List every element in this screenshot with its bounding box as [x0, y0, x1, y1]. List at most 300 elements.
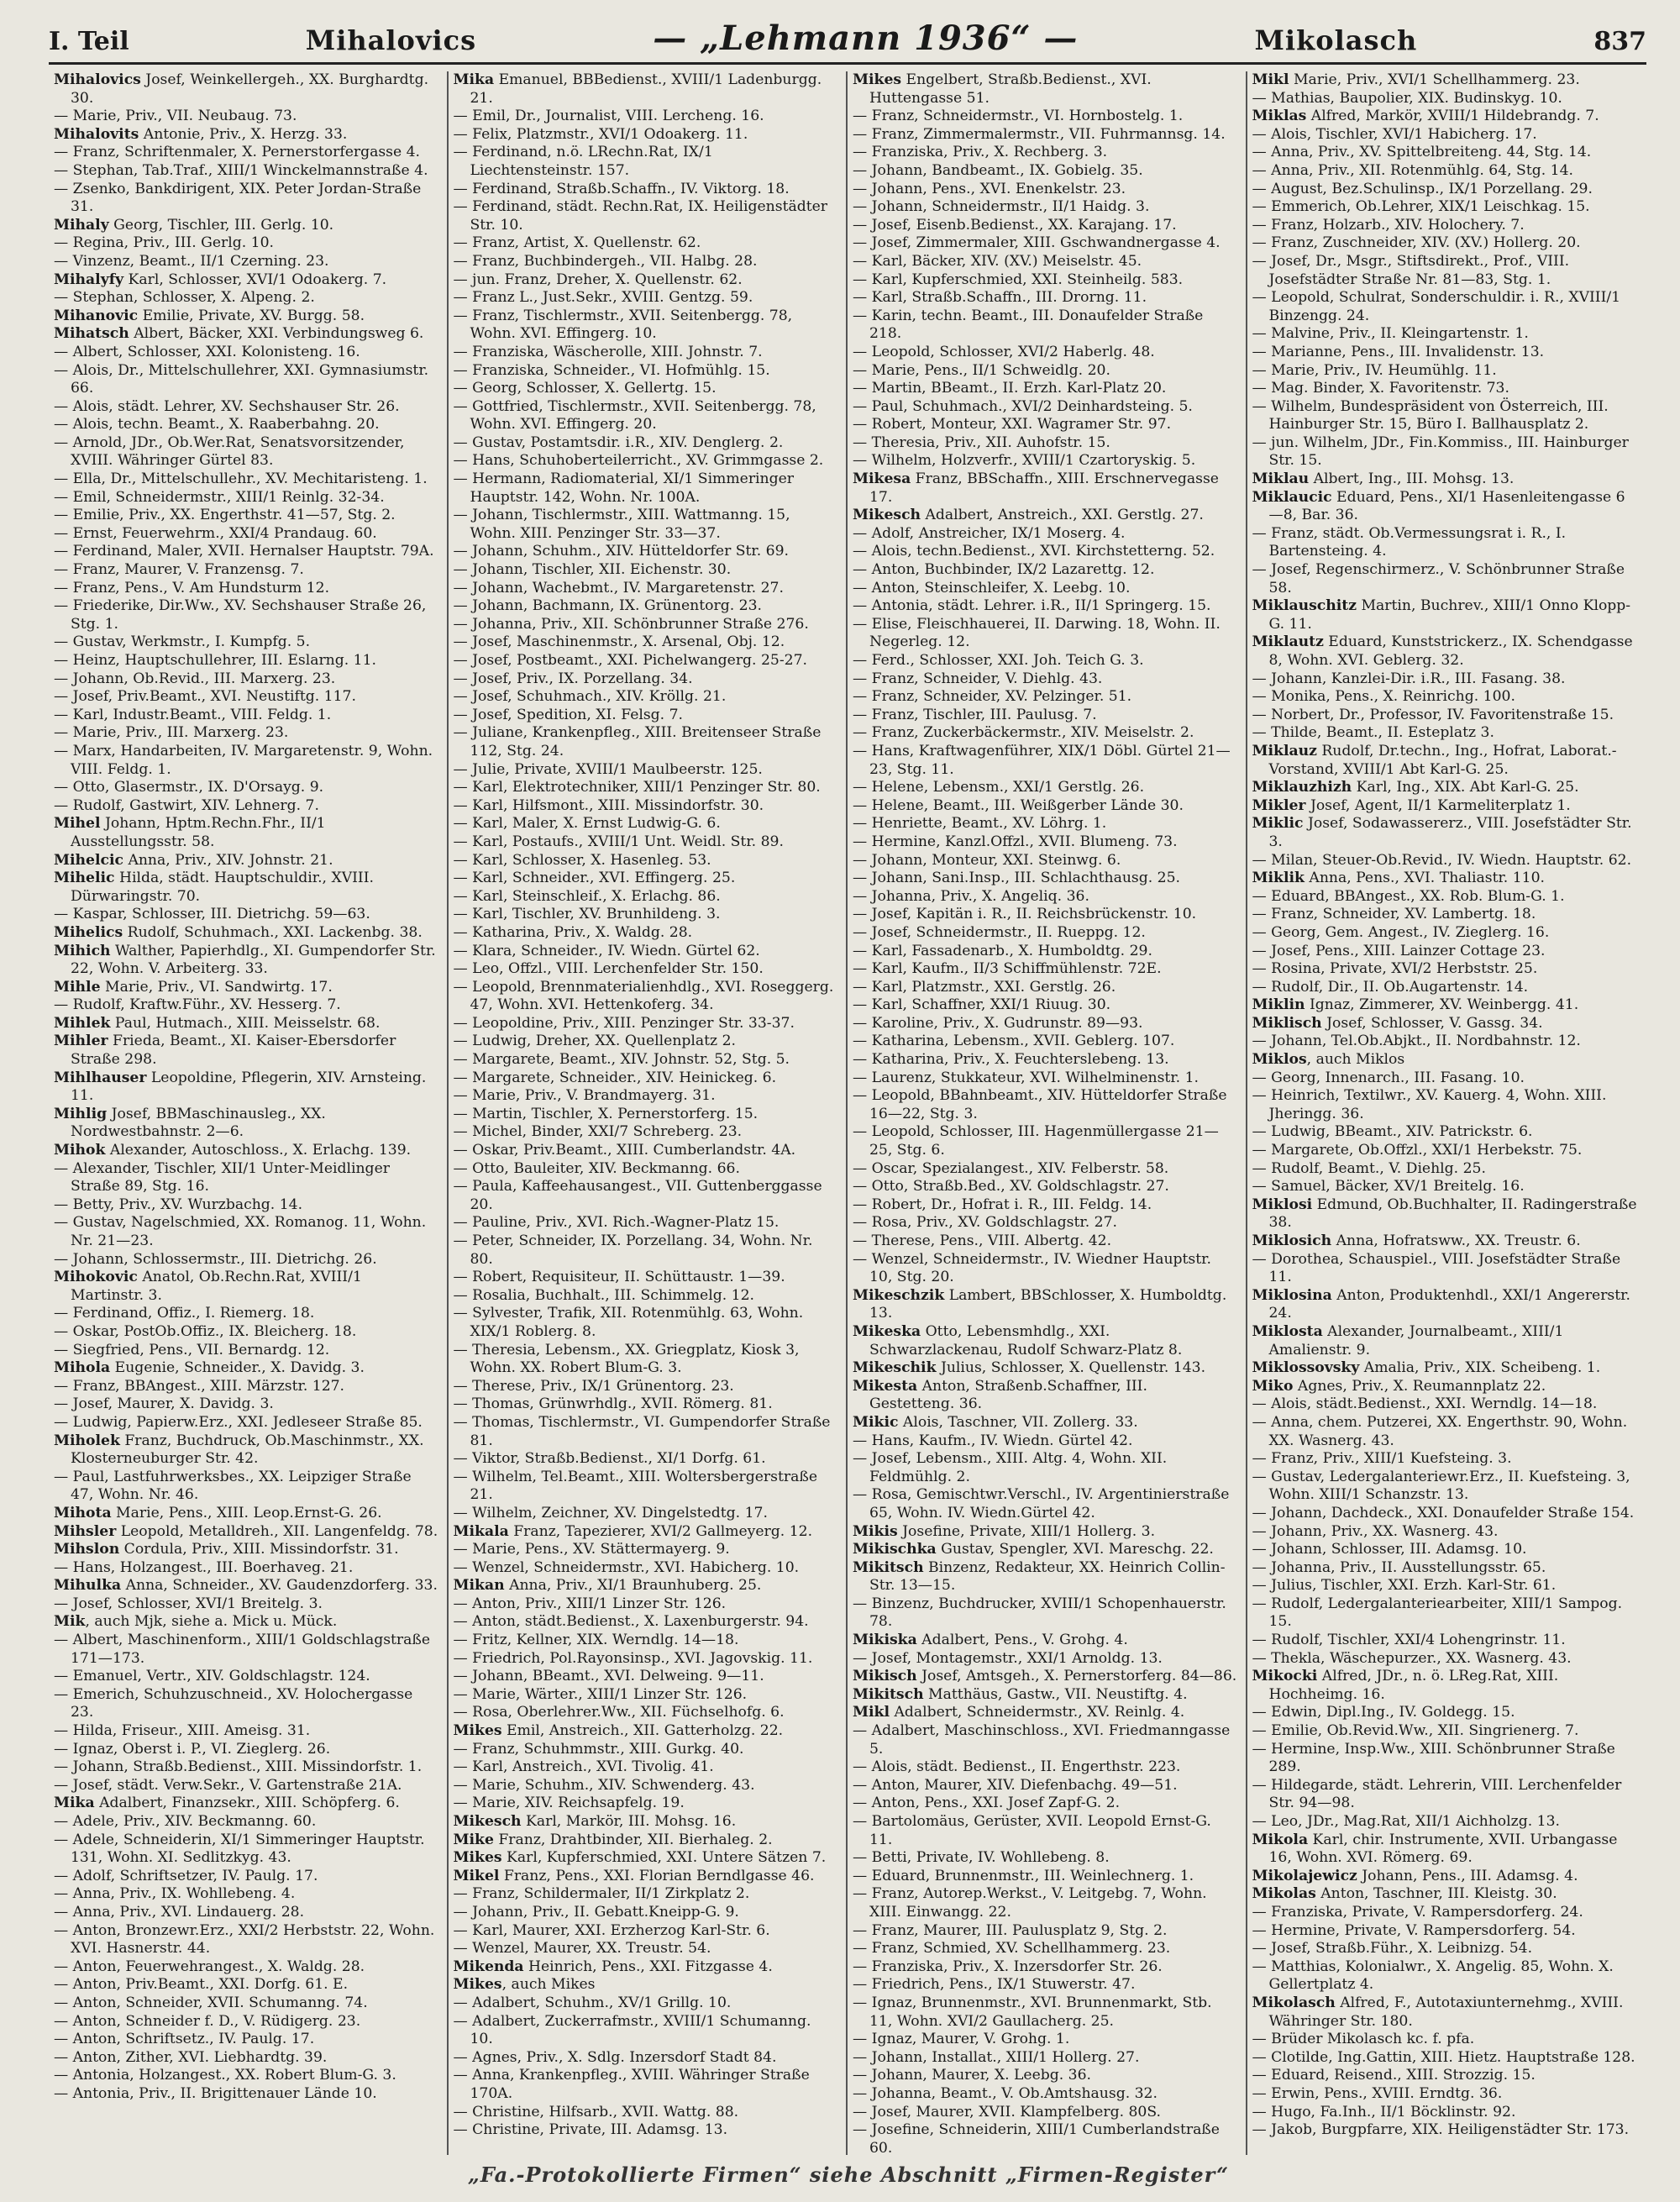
directory-entry	[853, 1976, 1237, 1994]
family-name: Miklosta	[1252, 1322, 1323, 1340]
directory-entry	[454, 1849, 838, 1868]
entry-text: — Felix, Platzmstr., XVI/1 Odoakerg. 11.	[453, 125, 748, 143]
directory-entry	[454, 380, 838, 398]
entry-text: — Wilhelm, Tel.Beamt., XIII. Woltersbergerstraße 21.	[453, 1468, 817, 1504]
directory-entry	[1252, 1940, 1639, 1958]
entry-text: — Franz, Autorep.Werkst., V. Leitgebg. 7, Wohn. XIII. Einwangg. 22.	[853, 1885, 1207, 1921]
entry-text: — Zsenko, Bankdirigent, XIX. Peter Jordan-Straße 31.	[54, 180, 422, 216]
directory-entry	[853, 1051, 1237, 1069]
directory-entry	[853, 707, 1237, 725]
directory-entry	[853, 743, 1237, 779]
entry-text: — Robert, Requisiteur, II. Schüttaustr. 1—39.	[453, 1269, 785, 1286]
directory-entry	[454, 597, 838, 616]
entry-text: — Therese, Pens., VIII. Albertg. 42.	[853, 1232, 1112, 1249]
directory-entry	[1252, 362, 1639, 381]
directory-entry	[853, 852, 1237, 870]
entry-text: — Franz, Pens., V. Am Hundsturm 12.	[54, 579, 330, 596]
entry-text: — Marie, XIV. Reichsapfelg. 19.	[453, 1795, 685, 1812]
entry-text: , auch Mjk, siehe a. Mick u. Mück.	[85, 1613, 338, 1631]
directory-entry	[1252, 852, 1639, 870]
entry-text: — Johanna, Beamt., V. Ob.Amtshausg. 32.	[853, 2084, 1158, 2102]
entry-text: — Josef, Spedition, XI. Felsg. 7.	[453, 706, 684, 723]
entry-text: — Friedrich, Pens., IX/1 Stuwerstr. 47.	[853, 1976, 1136, 1994]
directory-entry	[54, 1668, 438, 1686]
directory-entry	[54, 126, 438, 145]
entry-text: — Juliane, Krankenpfleg., XIII. Breitenseer Straße 112, Stg. 24.	[453, 724, 822, 759]
entry-text: — Marie, Wärter., XIII/1 Linzer Str. 126.	[453, 1685, 748, 1703]
entry-text: — Otto, Bauleiter, XIV. Beckmanng. 66.	[453, 1159, 740, 1177]
directory-entry	[454, 1777, 838, 1795]
entry-text: — Ludwig, BBeamt., XIV. Patrickstr. 6.	[1252, 1123, 1533, 1141]
entry-text: — Ferdinand, städt. Rechn.Rat, IX. Heiligenstädter Str. 10.	[453, 198, 828, 234]
directory-entry	[853, 779, 1237, 797]
entry-text: — Leopold, Schlosser, XVI/2 Haberlg. 48.	[853, 343, 1155, 360]
directory-entry	[853, 307, 1237, 344]
directory-entry	[1252, 688, 1639, 707]
family-name: Mikes	[453, 1976, 502, 1994]
entry-text: — Karl, Hilfsmont., XIII. Missindorfstr. 30.	[453, 796, 764, 814]
directory-entry	[454, 1523, 838, 1542]
entry-text: — Franz, Artist, X. Quellenstr. 62.	[453, 234, 701, 252]
entry-text: Alois, Taschner, VII. Zollerg. 33.	[898, 1413, 1138, 1431]
entry-text: — Adele, Priv., XIV. Beckmanng. 60.	[54, 1813, 317, 1830]
directory-entry	[1252, 126, 1639, 145]
entry-text: — Josef, Schlosser, XVI/1 Breitelg. 3.	[54, 1595, 323, 1612]
directory-entry	[1252, 1015, 1639, 1033]
directory-entry	[454, 1595, 838, 1614]
entry-text: — Matthias, Kolonialwr., X. Angelig. 85, Wohn. X. Gellertplatz 4.	[1252, 1958, 1614, 1994]
directory-entry	[454, 1976, 838, 1994]
entry-text: — Franz, Tischlermstr., XVII. Seitenbergg. 78, Wohn. XVI. Effingerg. 10.	[453, 307, 793, 343]
entry-text: — Antonia, Priv., II. Brigittenauer Lände 10.	[54, 2084, 377, 2102]
directory-entry	[54, 670, 438, 689]
directory-entry	[54, 852, 438, 870]
entry-text: — Wilhelm, Holzverfr., XVIII/1 Czartoryskig. 5.	[853, 452, 1196, 470]
directory-entry	[54, 271, 438, 290]
entry-text: — Karl, Schneider., XVI. Effingerg. 25.	[453, 870, 736, 887]
entry-text: — Gustav, Postamtsdir. i.R., XIV. Denglerg. 2.	[453, 434, 784, 451]
directory-entry	[454, 561, 838, 580]
family-name: Miklin	[1252, 996, 1305, 1014]
entry-text: — Franz, Zuschneider, XIV. (XV.) Hollerg. 20.	[1252, 234, 1581, 252]
directory-entry	[853, 870, 1237, 888]
directory-entry	[54, 779, 438, 797]
directory-entry	[853, 1069, 1237, 1088]
family-name: Miklautz	[1252, 633, 1324, 651]
directory-entry	[853, 398, 1237, 417]
directory-entry	[54, 906, 438, 924]
directory-entry	[853, 1378, 1237, 1414]
directory-entry	[853, 108, 1237, 126]
entry-text: — Leopold, BBahnbeamt., XIV. Hütteldorfer Straße 16—22, Stg. 3.	[853, 1087, 1227, 1122]
entry-text: — Mathias, Baupolier, XIX. Budinskyg. 10.	[1252, 89, 1562, 107]
entry-text: Edmund, Ob.Buchhalter, II. Radingerstraße 38.	[1268, 1196, 1637, 1232]
entry-text: — Emmerich, Ob.Lehrer, XIX/1 Leischkag. 15.	[1252, 198, 1590, 216]
directory-entry	[853, 253, 1237, 271]
family-name: Mihel	[54, 815, 101, 833]
family-name: Mihalovits	[54, 125, 139, 143]
entry-text: Lambert, BBSchlosser, X. Humboldtg. 13.	[869, 1286, 1227, 1322]
entry-text: — Johann, Schneidermstr., II/1 Haidg. 3.	[853, 198, 1150, 216]
directory-entry	[54, 1559, 438, 1578]
entry-text: — Helene, Lebensm., XXI/1 Gerstlg. 26.	[853, 779, 1145, 796]
entry-text: — Johanna, Priv., II. Ausstellungsstr. 65.	[1252, 1558, 1546, 1576]
directory-entry	[54, 924, 438, 943]
directory-entry	[1252, 1741, 1639, 1777]
entry-text: — Katharina, Priv., X. Feuchterslebeng. 13.	[853, 1051, 1169, 1069]
family-name: Mihulka	[54, 1577, 122, 1595]
entry-text: — Josef, Eisenb.Bedienst., XX. Karajang. 17.	[853, 216, 1177, 234]
directory-entry	[454, 181, 838, 199]
entry-text: — Karl, Schaffner, XXI/1 Riuug. 30.	[853, 996, 1111, 1014]
entry-text: Emilie, Private, XV. Burgg. 58.	[138, 307, 365, 324]
family-name: Mihok	[54, 1142, 106, 1159]
directory-entry	[1252, 162, 1639, 181]
directory-entry	[1252, 1994, 1639, 2031]
entry-text: — Karin, techn. Beamt., III. Donaufelder Straße 218.	[853, 307, 1204, 343]
entry-text: — Ferdinand, n.ö. LRechn.Rat, IX/1 Liechtensteinstr. 157.	[453, 144, 713, 179]
directory-entry	[54, 1758, 438, 1777]
entry-text: — Josef, Maurer, XVII. Klampfelberg. 80S.	[853, 2103, 1161, 2121]
directory-entry	[853, 2049, 1237, 2068]
directory-entry	[54, 1777, 438, 1795]
directory-entry	[454, 289, 838, 307]
entry-text: — Johanna, Priv., X. Angeliq. 36.	[853, 887, 1089, 905]
directory-entry	[853, 289, 1237, 307]
directory-entry	[454, 2067, 838, 2103]
directory-entry	[454, 906, 838, 924]
entry-text: — Edwin, Dipl.Ing., IV. Goldegg. 15.	[1252, 1704, 1515, 1721]
directory-entry	[54, 181, 438, 217]
entry-text: — Marx, Handarbeiten, IV. Margaretenstr. 9, Wohn. VIII. Feldg. 1.	[54, 742, 433, 778]
entry-text: — Karoline, Priv., X. Gudrunstr. 89—93.	[853, 1014, 1143, 1032]
entry-text: — Albert, Schlosser, XXI. Kolonisteng. 16.	[54, 343, 360, 360]
directory-entry	[54, 398, 438, 417]
entry-text: — Karl, Industr.Beamt., VIII. Feldg. 1.	[54, 706, 332, 723]
entry-text: — Hermann, Radiomaterial, XI/1 Simmeringer Hauptstr. 142, Wohn. Nr. 100A.	[453, 470, 795, 506]
directory-entry	[54, 217, 438, 235]
entry-text: — Franz, Schneider, XV. Lambertg. 18.	[1252, 906, 1536, 923]
directory-entry	[853, 1087, 1237, 1123]
directory-entry	[454, 1994, 838, 2013]
family-name: Mikocki	[1252, 1668, 1318, 1685]
directory-entry	[1252, 870, 1639, 888]
entry-text: , auch Miklos	[1306, 1051, 1405, 1069]
directory-entry	[1252, 815, 1639, 851]
directory-entry	[54, 633, 438, 652]
directory-columns	[49, 71, 1646, 2155]
directory-entry	[853, 452, 1237, 470]
directory-entry	[454, 2049, 838, 2068]
entry-text: — Julius, Tischler, XXI. Erzh. Karl-Str. 61.	[1252, 1577, 1557, 1595]
family-name: Mikitsch	[853, 1685, 924, 1703]
family-name: Mihlhauser	[54, 1069, 147, 1086]
family-name: Mihanovic	[54, 307, 139, 324]
family-name: Mikolas	[1252, 1885, 1316, 1903]
directory-entry	[1252, 1523, 1639, 1542]
directory-entry	[1252, 1469, 1639, 1505]
entry-text: — Franz, Tischler, III. Paulusg. 7.	[853, 706, 1097, 723]
entry-text: — Ferdinand, Maler, XVII. Hernalser Hauptstr. 79A.	[54, 543, 434, 560]
directory-entry	[454, 1342, 838, 1378]
entry-text: — Adalbert, Schuhm., XV/1 Grillg. 10.	[453, 1994, 732, 2011]
directory-entry	[853, 1922, 1237, 1941]
entry-text: — Franz, Schneider, XV. Pelzinger. 51.	[853, 688, 1132, 706]
directory-entry	[54, 1831, 438, 1868]
entry-text: — Johann, Priv., XX. Wasnerg. 43.	[1252, 1522, 1499, 1540]
directory-entry	[454, 543, 838, 561]
entry-text: Antonie, Priv., X. Herzg. 33.	[139, 125, 348, 143]
entry-text: — Erwin, Pens., XVIII. Erndtg. 36.	[1252, 2084, 1503, 2102]
entry-text: — Dorothea, Schauspiel., VIII. Josefstädter Straße 11.	[1252, 1250, 1621, 1286]
directory-entry	[853, 906, 1237, 924]
entry-text: — jun. Wilhelm, JDr., Fin.Kommiss., III. Hainburger Str. 15.	[1252, 434, 1629, 470]
entry-text: — Pauline, Priv., XVI. Rich.-Wagner-Platz 15.	[453, 1214, 780, 1232]
directory-entry	[454, 434, 838, 453]
entry-text: — Kaspar, Schlosser, III. Dietrichg. 59—63.	[54, 906, 370, 923]
entry-text: — Anna, Krankenpfleg., XVIII. Währinger Straße 170A.	[453, 2067, 810, 2102]
directory-entry	[54, 1414, 438, 1432]
entry-text: Martin, Buchrev., XIII/1 Onno Klopp-G. 11.	[1268, 597, 1631, 633]
entry-text: Adalbert, Schneidermstr., XV. Reinlg. 4.	[890, 1704, 1185, 1721]
directory-entry	[54, 1469, 438, 1505]
entry-text: Josef, Amtsgeh., X. Pernerstorferg. 84—86.	[916, 1668, 1237, 1685]
entry-text: — Alois, Tischler, XVI/1 Habicherg. 17.	[1252, 125, 1537, 143]
directory-entry	[853, 1359, 1237, 1378]
entry-text: — Rosa, Gemischtwr.Verschl., IV. Argentinierstraße 65, Wohn. IV. Wiedn.Gürtel 42.	[853, 1486, 1230, 1521]
entry-text: — Hans, Kaufm., IV. Wiedn. Gürtel 42.	[853, 1432, 1133, 1449]
entry-text: — Ludwig, Dreher, XX. Quellenplatz 2.	[453, 1033, 736, 1050]
directory-entry	[853, 380, 1237, 398]
directory-entry	[54, 253, 438, 271]
directory-entry	[1252, 1813, 1639, 1831]
entry-text: — Johann, Priv., II. Gebatt.Kneipp-G. 9.	[453, 1903, 739, 1921]
entry-text: Alexander, Autoschloss., X. Erlachg. 139.	[105, 1142, 412, 1159]
entry-text: — Marie, Schuhm., XIV. Schwenderg. 43.	[453, 1776, 755, 1794]
directory-entry	[54, 1359, 438, 1378]
directory-entry	[853, 1486, 1237, 1522]
directory-entry	[454, 1795, 838, 1813]
entry-text: — Johann, Tischler, XII. Eichenstr. 30.	[453, 561, 732, 579]
entry-text: Franz, BBSchaffn., XIII. Erschnervegasse 17.	[869, 470, 1219, 506]
directory-entry	[1252, 797, 1639, 816]
entry-text: Matthäus, Gastw., VII. Neustiftg. 4.	[923, 1685, 1188, 1703]
directory-entry	[454, 1885, 838, 1904]
entry-text: — Mag. Binder, X. Favoritenstr. 73.	[1252, 380, 1509, 397]
entry-text: — Hugo, Fa.Inh., II/1 Böcklinstr. 92.	[1252, 2103, 1516, 2121]
directory-entry	[853, 1868, 1237, 1886]
entry-text: — Josef, Priv., IX. Porzellang. 34.	[453, 670, 693, 687]
entry-text: — Anton, Bronzewr.Erz., XXI/2 Herbststr. 22, Wohn. XVI. Hasnerstr. 44.	[54, 1921, 435, 1958]
directory-entry	[454, 307, 838, 344]
entry-text: — Franziska, Priv., X. Inzersdorfer Str. 26.	[853, 1958, 1163, 1975]
entry-text: — Anton, Priv., XIII/1 Linzer Str. 126.	[453, 1595, 727, 1612]
family-name: Mikolajewicz	[1252, 1867, 1357, 1884]
family-name: Miholek	[54, 1432, 120, 1449]
directory-entry	[1252, 1323, 1639, 1359]
entry-text: — Vinzenz, Beamt., II/1 Czerning. 23.	[54, 252, 329, 270]
directory-entry	[54, 1342, 438, 1360]
entry-text: Franz, Buchdruck, Ob.Maschinmstr., XX. Klosterneuburger Str. 42.	[71, 1432, 424, 1468]
directory-entry	[54, 561, 438, 580]
directory-entry	[853, 1178, 1237, 1196]
directory-entry	[1252, 1287, 1639, 1323]
entry-text: — Malvine, Priv., II. Kleingartenstr. 1.	[1252, 325, 1529, 343]
entry-text: — Johann, Installat., XIII/1 Hollerg. 27.	[853, 2048, 1140, 2066]
directory-entry	[1252, 2085, 1639, 2104]
entry-text: — Heinz, Hauptschullehrer, III. Eslarng. 11.	[54, 652, 376, 669]
entry-text: Albert, Bäcker, XXI. Verbindungsweg 6.	[129, 325, 424, 343]
directory-entry	[1252, 979, 1639, 997]
directory-entry	[454, 616, 838, 634]
directory-entry	[1252, 1142, 1639, 1160]
directory-entry	[454, 707, 838, 725]
directory-entry	[1252, 470, 1639, 489]
entry-text: Marie, Priv., XVI/1 Schellhammerg. 23.	[1289, 71, 1580, 88]
entry-text: — Alois, städt.Bedienst., XXI. Werndlg. 14—18.	[1252, 1395, 1598, 1413]
entry-text: — Rosa, Oberlehrer.Ww., XII. Füchselhofg. 6.	[453, 1704, 785, 1721]
family-name: Mihatsch	[54, 325, 129, 343]
entry-text: — Hans, Holzangest., III. Boerhaveg. 21.	[54, 1558, 354, 1576]
entry-text: — Alois, techn.Bedienst., XVI. Kirchstetterng. 52.	[853, 543, 1215, 560]
entry-text: — Franz, Schneidermstr., VI. Hornbostelg. 1.	[853, 108, 1184, 125]
entry-text: Alfred, Markör, XVIII/1 Hildebrandg. 7.	[1306, 108, 1599, 125]
directory-entry	[1252, 1196, 1639, 1232]
page-footer: „Fa.-Protokollierte Firmen“ siehe Abschnitt „Firmen-Register“	[468, 2163, 1229, 2187]
directory-entry	[454, 1087, 838, 1106]
entry-text: Eduard, Pens., XI/1 Hasenleitengasse 6—8, Bar. 36.	[1268, 488, 1625, 524]
entry-text: — Franz, Schneider, V. Diehlg. 43.	[853, 670, 1103, 687]
entry-text: — Paul, Lastfuhrwerksbes., XX. Leipziger Straße 47, Wohn. Nr. 46.	[54, 1468, 412, 1504]
directory-entry	[54, 1904, 438, 1922]
family-name: Mihokovic	[54, 1269, 138, 1286]
directory-entry	[454, 1958, 838, 1977]
directory-entry	[454, 1305, 838, 1341]
entry-text: — Emilie, Priv., XX. Engerthstr. 41—57, Stg. 2.	[54, 507, 396, 524]
entry-text: — Wenzel, Schneidermstr., IV. Wiedner Hauptstr. 10, Stg. 20.	[853, 1250, 1211, 1286]
directory-entry	[54, 1269, 438, 1305]
directory-entry	[454, 761, 838, 780]
directory-entry	[1252, 1904, 1639, 1922]
entry-text: — Anna, chem. Putzerei, XX. Engerthstr. 90, Wohn. XX. Wasnerg. 43.	[1252, 1413, 1628, 1449]
entry-text: — Karl, Postaufs., XVIII/1 Unt. Weidl. Str. 89.	[453, 833, 784, 850]
directory-entry	[853, 2104, 1237, 2122]
directory-entry	[54, 870, 438, 906]
entry-text: — Marianne, Pens., III. Invalidenstr. 13.	[1252, 343, 1545, 360]
entry-text: Engelbert, Straßb.Bedienst., XVI. Huttengasse 51.	[869, 71, 1152, 107]
entry-text: Alfred, JDr., n. ö. LReg.Rat, XIII. Hochheimg. 16.	[1268, 1668, 1559, 1703]
entry-text: Emanuel, BBBedienst., XVIII/1 Ladenburgg. 21.	[470, 71, 822, 107]
directory-entry	[454, 1559, 838, 1578]
family-name: Miklauz	[1252, 742, 1317, 759]
family-name: Mikl	[1252, 71, 1289, 88]
directory-entry	[454, 1722, 838, 1741]
directory-entry	[1252, 2067, 1639, 2085]
family-name: Mika	[54, 1795, 95, 1812]
directory-entry	[454, 2121, 838, 2140]
entry-text: Albert, Ing., III. Mohsg. 13.	[1309, 470, 1515, 488]
directory-entry	[54, 1395, 438, 1414]
entry-text: Marie, Priv., VI. Sandwirtg. 17.	[100, 978, 333, 996]
directory-entry	[454, 1414, 838, 1450]
entry-text: — Johann, Schlossermstr., III. Dietrichg. 26.	[54, 1250, 377, 1268]
directory-entry	[853, 525, 1237, 544]
directory-entry	[454, 724, 838, 760]
directory-entry	[853, 652, 1237, 670]
entry-text: — Adolf, Anstreicher, IX/1 Moserg. 4.	[853, 524, 1126, 542]
entry-text: — Margarete, Ob.Offzl., XXI/1 Herbekstr. 75.	[1252, 1142, 1583, 1159]
entry-text: — Karl, Maurer, XXI. Erzherzog Karl-Str. 6.	[453, 1921, 770, 1939]
entry-text: — Katharina, Lebensm., XVII. Geblerg. 107.	[853, 1033, 1175, 1050]
entry-text: Anna, Hofratsww., XX. Treustr. 6.	[1331, 1232, 1581, 1249]
entry-text: — Oskar, PostOb.Offiz., IX. Bleicherg. 18.	[54, 1322, 357, 1340]
family-name: Mika	[453, 71, 495, 88]
directory-entry	[54, 325, 438, 344]
entry-text: — Wilhelm, Zeichner, XV. Dingelstedtg. 17.	[453, 1504, 768, 1521]
directory-entry	[1252, 906, 1639, 924]
entry-text: — Georg, Gem. Angest., IV. Zieglerg. 16.	[1252, 923, 1550, 941]
directory-entry	[54, 507, 438, 525]
directory-entry	[454, 1269, 838, 1287]
entry-text: — Karl, Anstreich., XVI. Tivolig. 41.	[453, 1758, 714, 1776]
directory-entry	[54, 996, 438, 1015]
entry-text: — Adalbert, Maschinschloss., XVI. Friedmanngasse 5.	[853, 1722, 1231, 1758]
entry-text: — Leopold, Schulrat, Sonderschuldir. i. R., XVIII/1 Binzengg. 24.	[1252, 289, 1621, 324]
directory-entry	[1252, 1033, 1639, 1051]
directory-entry	[54, 1378, 438, 1396]
entry-text: — Margarete, Schneider., XIV. Heinickeg. 6.	[453, 1069, 777, 1086]
directory-entry	[853, 1758, 1237, 1777]
directory-entry	[454, 924, 838, 943]
directory-entry	[1252, 325, 1639, 344]
entry-text: — Franz, Schuhmmstr., XIII. Gurkg. 40.	[453, 1740, 744, 1758]
entry-text: — Martin, Tischler, X. Pernerstorferg. 15.	[453, 1105, 759, 1122]
directory-entry	[454, 888, 838, 907]
entry-text: — Anna, Priv., XVI. Lindauerg. 28.	[54, 1903, 305, 1921]
entry-text: — Thomas, Grünwrhdlg., XVII. Römerg. 81.	[453, 1395, 773, 1413]
entry-text: Gustav, Spengler, XVI. Mareschg. 22.	[936, 1541, 1214, 1558]
directory-entry	[1252, 888, 1639, 907]
entry-text: — Franz, Zimmermalermstr., VII. Fuhrmannsg. 14.	[853, 125, 1226, 143]
entry-text: — Josef, Postbeamt., XXI. Pichelwangerg. 25-27.	[453, 652, 807, 669]
directory-entry	[853, 217, 1237, 235]
entry-text: Karl, Kupferschmied, XXI. Untere Sätzen 7.	[501, 1849, 827, 1867]
family-name: Mikala	[453, 1522, 509, 1540]
entry-text: Josef, Weinkellergeh., XX. Burghardtg. 30.	[71, 71, 429, 107]
directory-entry	[454, 234, 838, 253]
entry-text: — Helene, Beamt., III. Weißgerber Lände 30.	[853, 796, 1184, 814]
directory-entry	[1252, 1178, 1639, 1196]
directory-entry	[1252, 1541, 1639, 1559]
directory-entry	[54, 1214, 438, 1250]
entry-text: Karl, chir. Instrumente, XVII. Urbangasse 16, Wohn. XVI. Römerg. 69.	[1268, 1831, 1618, 1867]
directory-entry	[454, 1577, 838, 1595]
entry-text: — Regina, Priv., III. Gerlg. 10.	[54, 234, 275, 252]
directory-entry	[1252, 1378, 1639, 1396]
directory-entry	[54, 1613, 438, 1632]
entry-text: Anton, Produktenhdl., XXI/1 Angererstr. 24.	[1268, 1286, 1630, 1322]
directory-entry	[1252, 1123, 1639, 1142]
entry-text: — Alexander, Tischler, XII/1 Unter-Meidlinger Straße 89, Stg. 16.	[54, 1159, 390, 1196]
directory-entry	[454, 1450, 838, 1469]
directory-entry	[853, 924, 1237, 943]
directory-entry	[1252, 1232, 1639, 1251]
entry-text: — Paula, Kaffeehausangest., VII. Guttenberggasse 20.	[453, 1178, 822, 1213]
directory-entry	[454, 633, 838, 652]
entry-text: — Ernst, Feuerwehrm., XXI/4 Prandaug. 60.	[54, 524, 377, 542]
entry-text: — Thekla, Wäschepurzer., XX. Wasnerg. 43.	[1252, 1649, 1572, 1667]
entry-text: — Franz L., Just.Sekr., XVIII. Gentzg. 59.	[453, 289, 753, 307]
